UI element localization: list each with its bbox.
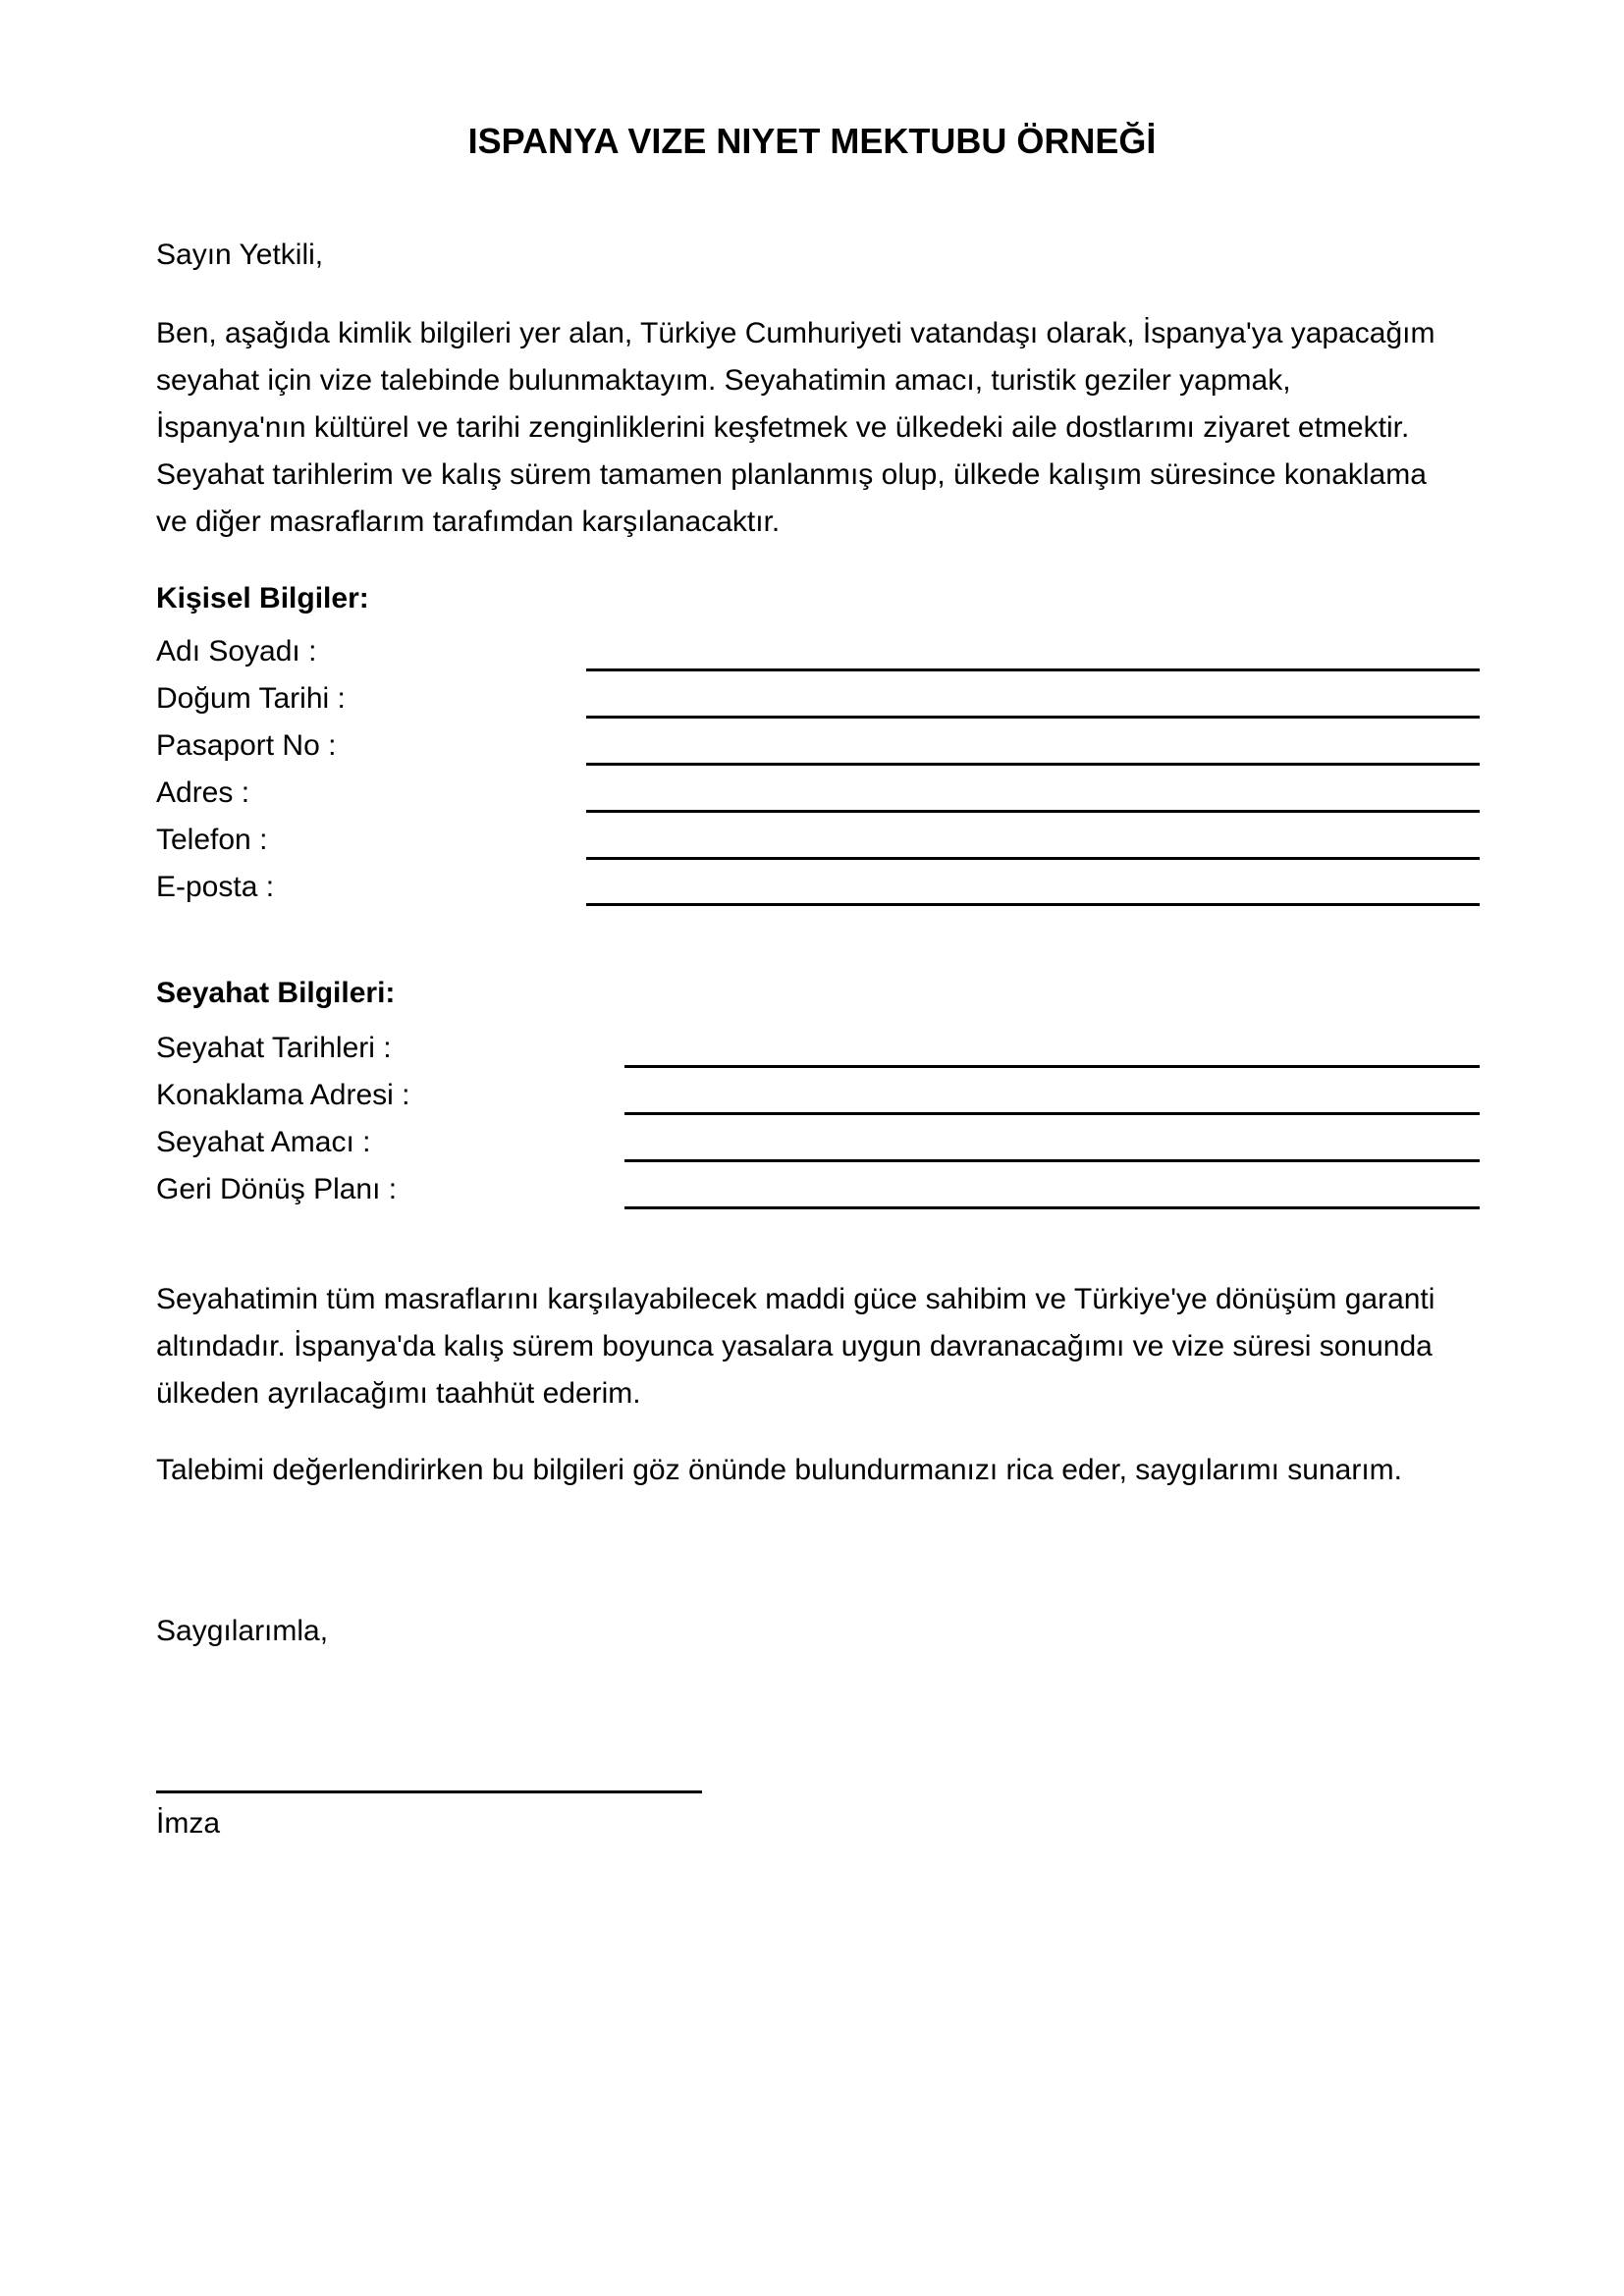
address-input-line[interactable] — [586, 810, 1480, 813]
field-label: Adres : — [156, 776, 250, 809]
field-address — [156, 774, 1624, 821]
request-paragraph: Talebimi değerlendirirken bu bilgileri göz önünde bulundurmanızı rica eder, saygılarımı sunarım. — [156, 1454, 1402, 1486]
travel-dates-input-line[interactable] — [624, 1065, 1480, 1068]
field-birth-date — [156, 679, 1624, 726]
field-label: Doğum Tarihi : — [156, 682, 346, 715]
phone-input-line[interactable] — [586, 857, 1480, 860]
field-passport-no — [156, 726, 1624, 774]
field-full-name — [156, 632, 1624, 679]
signature-line[interactable] — [156, 1790, 702, 1793]
email-input-line[interactable] — [586, 903, 1480, 906]
paragraph-line: Seyahat tarihlerim ve kalış sürem tamamen planlanmış olup, ülkede kalışım süresince konaklama — [156, 458, 1427, 491]
accommodation-address-input-line[interactable] — [624, 1112, 1480, 1115]
field-label: Pasaport No : — [156, 729, 337, 762]
paragraph-line: seyahat için vize talebinde bulunmaktayım. Seyahatimin amacı, turistik geziler yapmak, — [156, 364, 1291, 397]
field-label: Adı Soyadı : — [156, 635, 317, 667]
paragraph-line: altındadır. İspanya'da kalış sürem boyunca yasalara uygun davranacağımı ve vize süresi sonunda — [156, 1330, 1433, 1362]
intro-paragraph — [156, 310, 1531, 546]
personal-info-heading: Kişisel Bilgiler: — [156, 582, 369, 614]
field-email — [156, 868, 1624, 915]
field-travel-purpose — [156, 1123, 1624, 1170]
signature-label: İmza — [156, 1807, 221, 1840]
greeting: Sayın Yetkili, — [156, 239, 324, 271]
field-label: Seyahat Tarihleri : — [156, 1032, 392, 1064]
field-label: Telefon : — [156, 824, 268, 856]
paragraph-line: ülkeden ayrılacağımı taahhüt ederim. — [156, 1377, 641, 1410]
travel-info-heading: Seyahat Bilgileri: — [156, 977, 396, 1009]
field-return-plan — [156, 1170, 1624, 1217]
closing-salutation: Saygılarımla, — [156, 1615, 329, 1647]
paragraph-line: Ben, aşağıda kimlik bilgileri yer alan, Türkiye Cumhuriyeti vatandaşı olarak, İspanya'ya yapacağım — [156, 317, 1435, 349]
field-label: E-posta : — [156, 871, 275, 903]
paragraph-line: İspanya'nın kültürel ve tarihi zenginliklerini keşfetmek ve ülkedeki aile dostlarımı ziyaret etmektir. — [156, 411, 1410, 444]
field-label: Konaklama Adresi : — [156, 1079, 410, 1111]
field-travel-dates — [156, 1029, 1624, 1076]
birth-date-input-line[interactable] — [586, 716, 1480, 719]
paragraph-line: ve diğer masraflarım tarafımdan karşılanacaktır. — [156, 506, 781, 538]
travel-purpose-input-line[interactable] — [624, 1159, 1480, 1162]
passport-no-input-line[interactable] — [586, 763, 1480, 766]
commitment-paragraph — [156, 1276, 1531, 1417]
field-phone — [156, 821, 1624, 868]
document-title: ISPANYA VIZE NIYET MEKTUBU ÖRNEĞİ — [467, 121, 1157, 161]
field-label: Geri Dönüş Planı : — [156, 1173, 398, 1205]
return-plan-input-line[interactable] — [624, 1206, 1480, 1209]
field-label: Seyahat Amacı : — [156, 1126, 371, 1158]
field-accommodation-address — [156, 1076, 1624, 1123]
paragraph-line: Seyahatimin tüm masraflarını karşılayabilecek maddi güce sahibim ve Türkiye'ye dönüşüm garanti — [156, 1283, 1435, 1315]
full-name-input-line[interactable] — [586, 668, 1480, 671]
